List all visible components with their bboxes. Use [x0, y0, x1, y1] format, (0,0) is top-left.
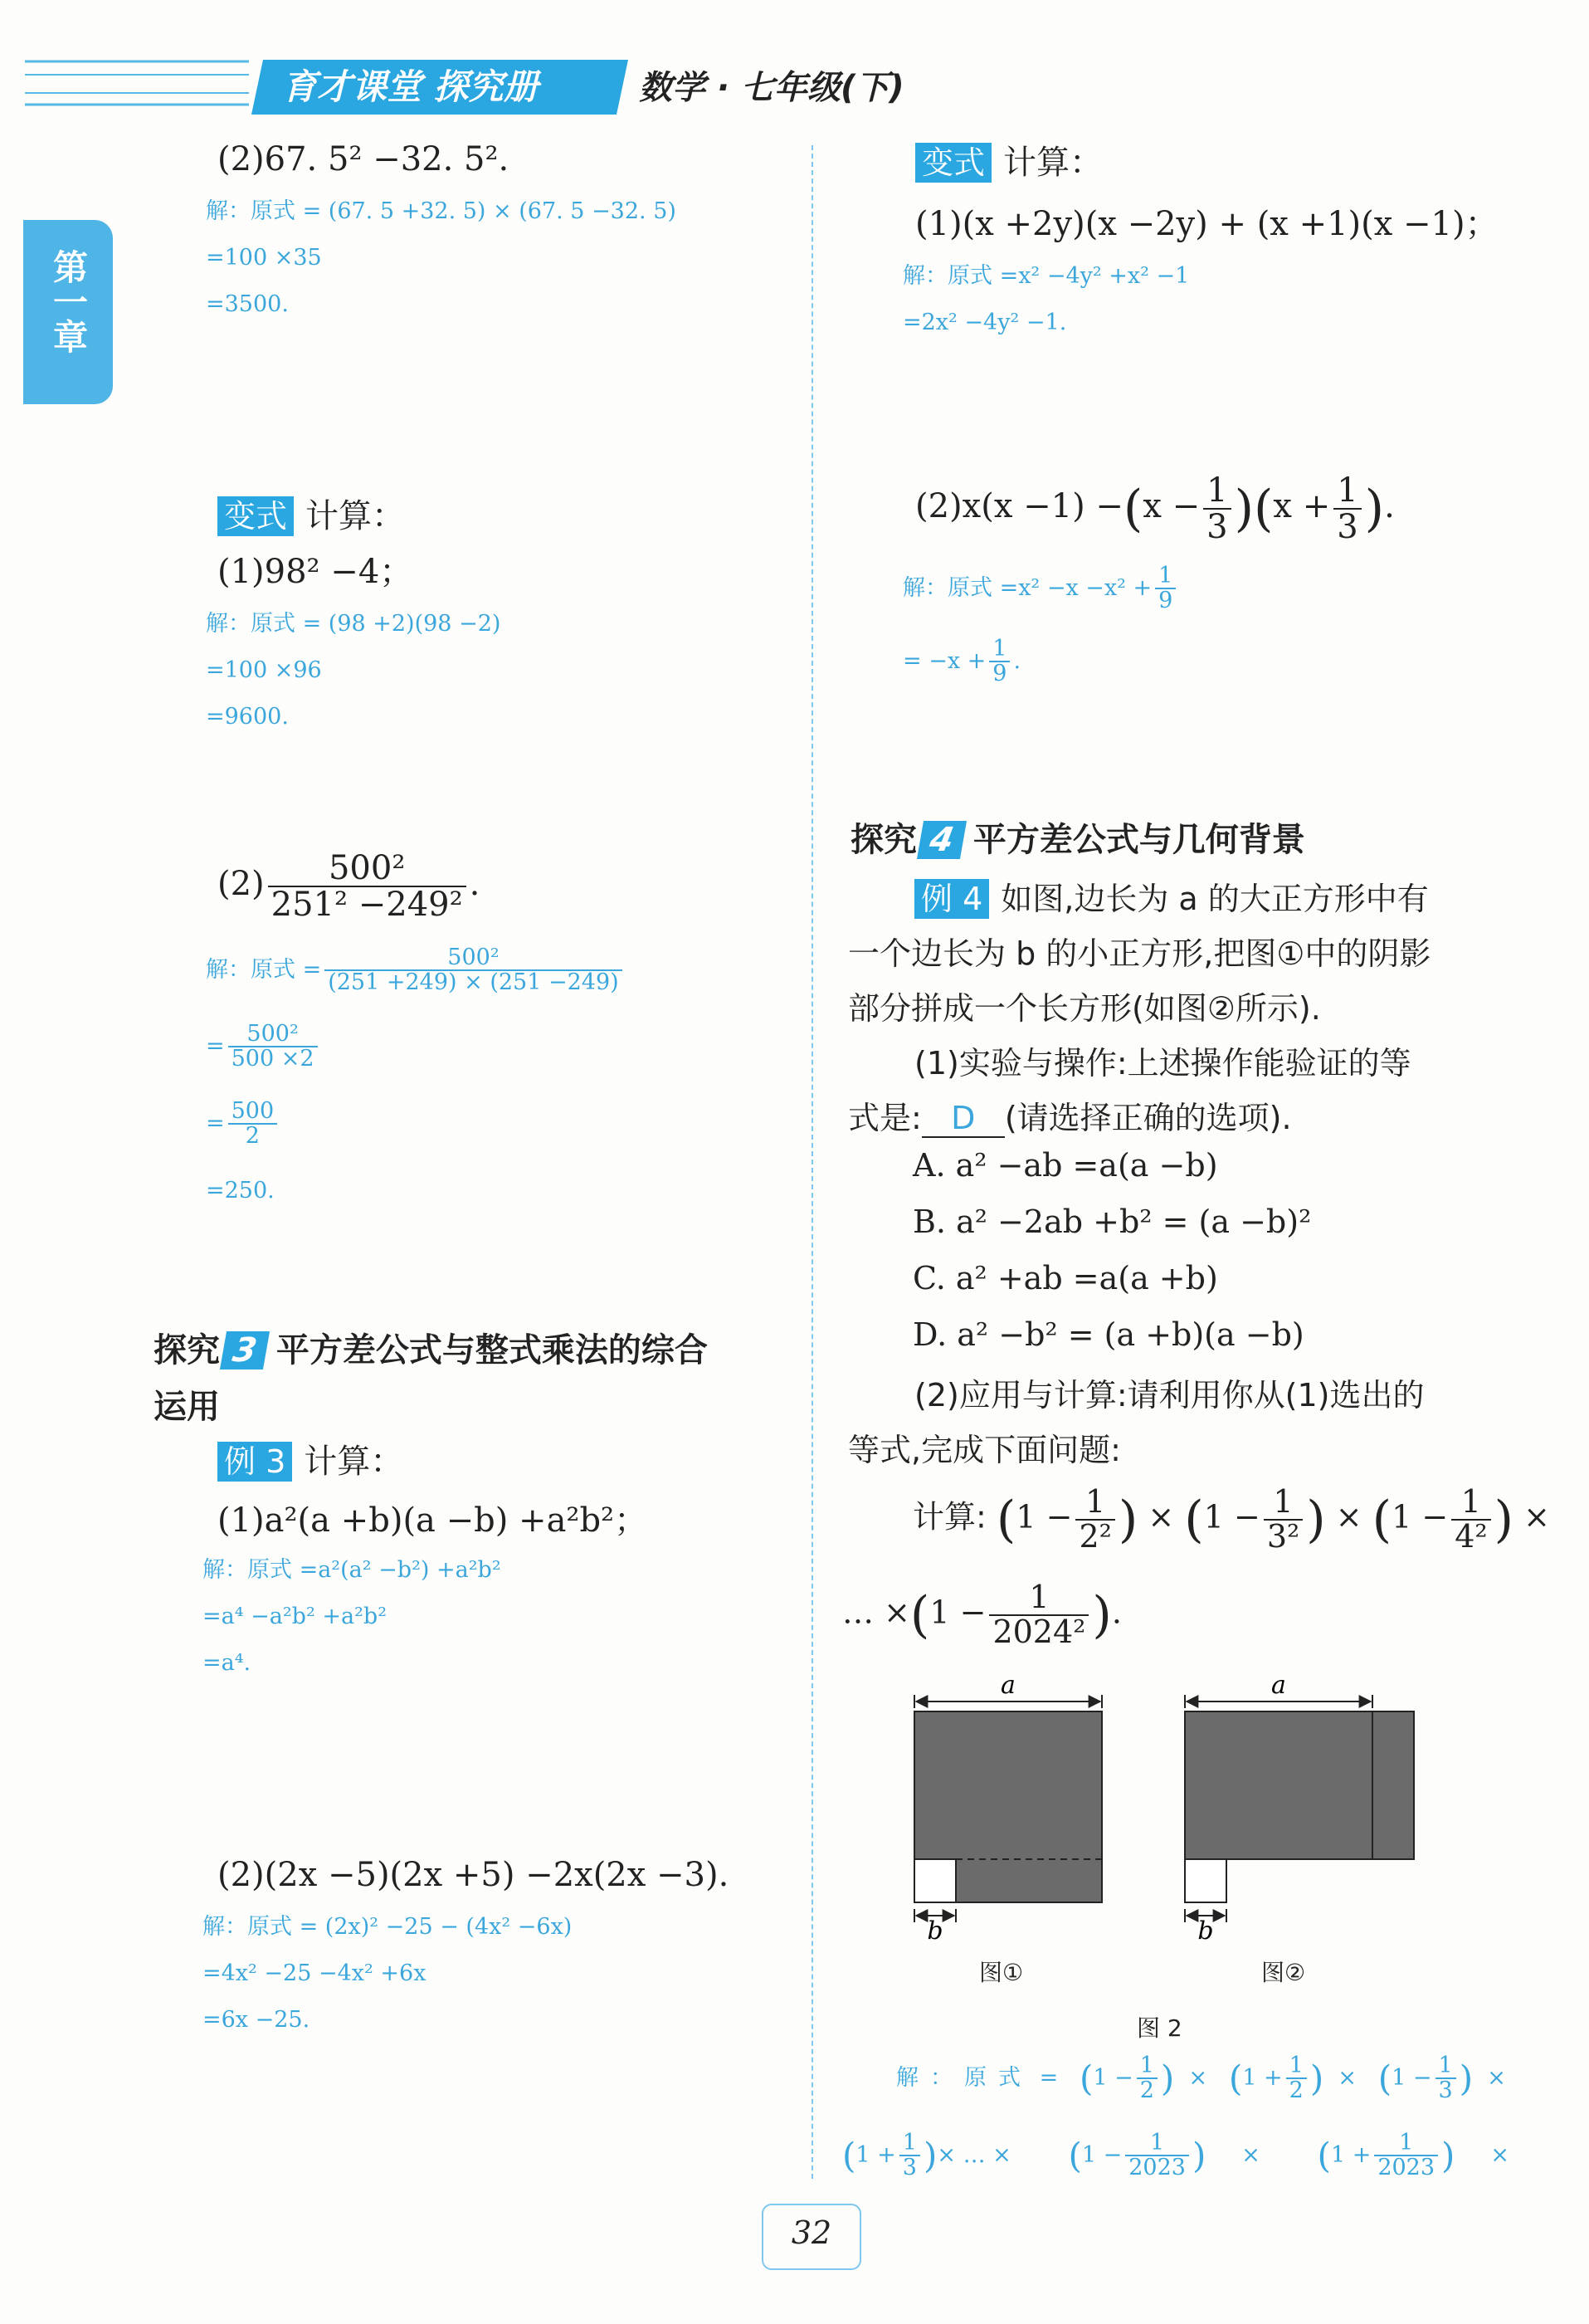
denominator: 9 [992, 661, 1007, 687]
solution-label: 解：原式 = [206, 956, 322, 983]
part2-line-1: (2)应用与计算:请利用你从(1)选出的 [914, 1377, 1425, 1413]
right-variant-heading [915, 143, 1103, 183]
paren: ( [1254, 480, 1274, 538]
variant-title: 计算： [305, 497, 406, 535]
section-number: 3 [220, 1331, 270, 1370]
part1-text: (请选择正确的选项). [1004, 1100, 1292, 1136]
paren: ) [1309, 2058, 1324, 2099]
denominator: 3² [1266, 1517, 1300, 1555]
section-3-heading-2: 运用 [154, 1388, 220, 1426]
variant-title: 计算： [1003, 144, 1104, 182]
v2-fraction [268, 851, 466, 922]
fraction [1155, 564, 1176, 613]
solution-text: = −x + [903, 647, 987, 674]
ex3-q2-solution [202, 1913, 572, 2034]
section-title: 平方差公式与几何背景 [972, 821, 1305, 859]
header-decor [0, 50, 266, 116]
numerator: 1 [1075, 1486, 1114, 1521]
v2-label: (2) [217, 865, 265, 903]
example-tag: 例 3 [217, 1442, 292, 1482]
fig2-label-a: a [1271, 1671, 1286, 1700]
q2-text: x − [1143, 487, 1201, 525]
numerator: 500 [228, 1100, 278, 1125]
solution-line: =a⁴ −a²b² +a²b² [202, 1604, 388, 1629]
v1-solution [206, 610, 500, 731]
paren: ) [1234, 480, 1254, 538]
solution-line: 解：原式 = (2x)² −25 − (4x² −6x) [202, 1914, 573, 1940]
solution-line: =4x² −25 −4x² +6x [202, 1960, 426, 1986]
part2-line-2: 等式,完成下面问题: [848, 1432, 1121, 1468]
paren: ( [1317, 2135, 1331, 2176]
paren: ( [1372, 1490, 1392, 1549]
paren: ( [996, 1490, 1016, 1549]
part1-text: 式是: [848, 1100, 922, 1136]
section-4-heading [851, 813, 1305, 861]
q2-text: (2)x(x −1) − [915, 487, 1124, 525]
paren: ) [1441, 2135, 1455, 2176]
option-d: D. a² −b² = (a +b)(a −b) [913, 1316, 1304, 1353]
ex3-q2: (2)(2x −5)(2x +5) −2x(2x −3). [217, 1856, 729, 1894]
v1-question: (1)98² −4； [217, 553, 413, 591]
numerator: 500² [228, 1023, 318, 1047]
denominator: 4² [1455, 1517, 1488, 1555]
p2-question: (2)67. 5² −32. 5². [217, 140, 509, 178]
paren: ( [1068, 2135, 1082, 2176]
option-a: A. a² −ab =a(a −b) [913, 1147, 1218, 1184]
numerator: 500² [268, 851, 466, 887]
denominator: 500 ×2 [231, 1046, 314, 1072]
figure-2 [896, 1668, 1427, 1950]
denominator: 2 [1289, 2077, 1304, 2104]
numerator: 500² [324, 946, 621, 971]
fraction [1333, 473, 1361, 544]
fraction [1203, 473, 1231, 544]
example-tag: 例 4 [914, 879, 989, 919]
solution-line: 解：原式 = (67. 5 +32. 5) × (67. 5 −32. 5) [206, 198, 676, 224]
calc-label: 计算: [913, 1498, 987, 1536]
fraction [228, 1100, 278, 1149]
ex4-line-2: 一个边长为 b 的小正方形,把图①中的阴影 [848, 935, 1431, 972]
fraction [1374, 2131, 1438, 2180]
fig1-caption: 图① [979, 1959, 1024, 1986]
solution-dots: × … × [937, 2141, 1011, 2168]
numerator: 1 [1374, 2131, 1438, 2156]
denominator: 3 [1206, 508, 1228, 546]
denominator: 3 [902, 2155, 917, 2181]
r-q2-solution-1 [903, 564, 1179, 613]
numerator: 1 [1435, 2054, 1456, 2079]
section-number: 4 [917, 821, 967, 859]
paren: ) [1092, 1585, 1112, 1644]
figure-2-diagram [1185, 1671, 1414, 1946]
solution-line: =2x² −4y² −1. [903, 310, 1067, 335]
numerator: 1 [899, 2131, 920, 2156]
fig2-label-b: b [1197, 1916, 1214, 1946]
chapter-label: 第一章 [48, 249, 89, 354]
paren: ) [1459, 2058, 1474, 2099]
variant-tag: 变式 [217, 496, 294, 536]
denominator: (251 +249) × (251 −249) [328, 969, 619, 996]
v2-solution-2: = $\frac{\text{500²}}{500 \times 2}$ [206, 1023, 321, 1072]
fraction [1264, 1483, 1303, 1555]
paren: ) [923, 2135, 938, 2176]
solution-line: 解：原式 = (98 +2)(98 −2) [206, 611, 501, 637]
r-q2: (2)x(x −1) −(x − $\frac{1}{3}$ )(x + $\frac{1}{3}$ ). [915, 471, 1395, 546]
denominator: 2² [1079, 1517, 1112, 1555]
section-title: 平方差公式与整式乘法的综合 [275, 1331, 708, 1370]
v2-solution-3: = $\frac{500}{2}$ [206, 1100, 280, 1149]
options-list [913, 1145, 1311, 1355]
r-q2-solution-2: = −x + $\frac{1}{9}$ . [903, 636, 1021, 687]
option-b: B. a² −2ab +b² = (a −b)² [913, 1204, 1312, 1240]
fraction [324, 946, 621, 995]
answer-blank: D [922, 1100, 1005, 1138]
calc-line-1: 计算: (1 − $\frac{1}{\text{2²}}$ ) × (1 − $\frac{1}{\text{3²}}$ ) × (1 − $\frac{1}{\text{4²}}$ ) × [913, 1483, 1550, 1555]
solution-line: =6x −25. [202, 2007, 310, 2033]
ex4-line-1 [848, 872, 1495, 926]
final-solution-1: 解：原式 = (1 − $\frac{1}{2}$ ) × (1 + $\frac{1}{2}$ ) × (1 − $\frac{1}{3}$ ) × [896, 2053, 1506, 2104]
ex4-text: 如图,边长为 a 的大正方形中有 [1001, 881, 1429, 917]
solution-line: =100 ×35 [206, 245, 322, 271]
solution-line: 解：原式 =a²(a² −b²) +a²b² [202, 1557, 501, 1583]
denominator: 2023 [1128, 2155, 1186, 2181]
paren: ( [842, 2135, 856, 2176]
calc-line-2: … ×(1 − $\frac{1}{\text{2024²}}$ ). [842, 1579, 1122, 1650]
paren: ) [1306, 1490, 1326, 1549]
figure-caption: 图 2 [1137, 2014, 1182, 2042]
fraction [1451, 1483, 1490, 1555]
solution-label: 解：原式 [896, 2064, 1032, 2091]
q2-text: x + [1273, 487, 1331, 525]
denominator: 3 [1438, 2077, 1453, 2104]
variant-tag: 变式 [915, 143, 992, 183]
paren: ( [1184, 1490, 1204, 1549]
paren: ) [1160, 2058, 1175, 2099]
fraction [1137, 2054, 1158, 2103]
final-solution-2: (1 + $\frac{1}{3}$ )× … × (1 − $\frac{1}{2023}$ ) × (1 + $\frac{1}{2023}$ ) × [842, 2130, 1509, 2181]
v2-solution-1 [206, 946, 626, 995]
numerator: 1 [1451, 1486, 1490, 1521]
numerator: 1 [1333, 473, 1361, 510]
paren: ( [1079, 2058, 1094, 2099]
ex4-body [848, 872, 1495, 1145]
fraction [899, 2131, 920, 2180]
paren: ( [1123, 480, 1143, 538]
numerator: 1 [989, 1581, 1089, 1616]
section-3-heading [154, 1324, 708, 1371]
header-subject: 数学 · 七年级(下) [639, 69, 904, 107]
r-q1: (1)(x +2y)(x −2y) + (x +1)(x −1)； [915, 205, 1499, 243]
paren: ) [1118, 1490, 1138, 1549]
fraction [1435, 2054, 1456, 2103]
fig1-label-a: a [1001, 1671, 1016, 1700]
numerator: 1 [1203, 473, 1231, 510]
solution-line: =100 ×96 [206, 657, 322, 683]
numerator: 1 [1137, 2054, 1158, 2079]
denominator: 3 [1337, 508, 1358, 546]
section-word: 探究 [154, 1331, 220, 1370]
fraction [989, 637, 1010, 686]
numerator: 1 [1155, 564, 1176, 589]
fig2-caption: 图② [1261, 1959, 1306, 1986]
denominator: 251² −249² [271, 886, 463, 924]
ex3-q1-solution [202, 1556, 501, 1677]
calc-dots: … × [842, 1594, 910, 1631]
denominator: 2 [245, 1123, 260, 1150]
v2-question [217, 851, 480, 922]
paren: ) [1494, 1490, 1514, 1549]
fraction [228, 1023, 318, 1072]
paren: ( [1377, 2058, 1392, 2099]
solution-line: =a⁴. [202, 1650, 251, 1676]
solution-line: =3500. [206, 291, 289, 317]
fraction [989, 1581, 1089, 1649]
numerator: 1 [989, 637, 1010, 662]
solution-line: 解：原式 =x² −4y² +x² −1 [903, 263, 1190, 289]
left-variant-heading [217, 496, 405, 536]
period: . [469, 865, 480, 903]
p2-solution [206, 198, 676, 319]
part1-line-2 [848, 1091, 1495, 1145]
page-number: 32 [791, 2214, 832, 2251]
fraction [1286, 2054, 1307, 2103]
option-c: C. a² +ab =a(a +b) [913, 1260, 1218, 1296]
denominator: 2 [1139, 2077, 1154, 2104]
ex3-heading [217, 1442, 403, 1482]
fig1-label-b: b [927, 1916, 943, 1946]
paren: ( [1228, 2058, 1243, 2099]
paren: ( [909, 1585, 930, 1644]
denominator: 9 [1158, 588, 1173, 614]
paren: ) [1364, 480, 1385, 538]
section-word: 探究 [851, 821, 917, 859]
ex4-line-3: 部分拼成一个长方形(如图②所示). [848, 990, 1321, 1027]
fraction [1125, 2131, 1189, 2180]
numerator: 1 [1264, 1486, 1303, 1521]
v2-solution-final: =250. [206, 1178, 275, 1204]
r-q1-solution [903, 262, 1189, 337]
denominator: 2024² [992, 1613, 1086, 1650]
numerator: 1 [1125, 2131, 1189, 2156]
part1-line-1: (1)实验与操作:上述操作能验证的等 [914, 1045, 1411, 1081]
part2-text [848, 1368, 1495, 1477]
paren: ) [1192, 2135, 1206, 2176]
ex3-q1: (1)a²(a +b)(a −b) +a²b²； [217, 1501, 648, 1540]
fraction [1075, 1483, 1114, 1555]
figure-1-diagram [914, 1671, 1102, 1946]
denominator: 2023 [1377, 2155, 1435, 2181]
numerator: 1 [1286, 2054, 1307, 2079]
column-divider [812, 145, 813, 2179]
solution-text: 解：原式 =x² −x −x² + [903, 574, 1153, 601]
solution-line: =9600. [206, 704, 289, 730]
example-title: 计算： [304, 1443, 404, 1481]
header-brand: 育才课堂 探究册 [282, 66, 539, 107]
